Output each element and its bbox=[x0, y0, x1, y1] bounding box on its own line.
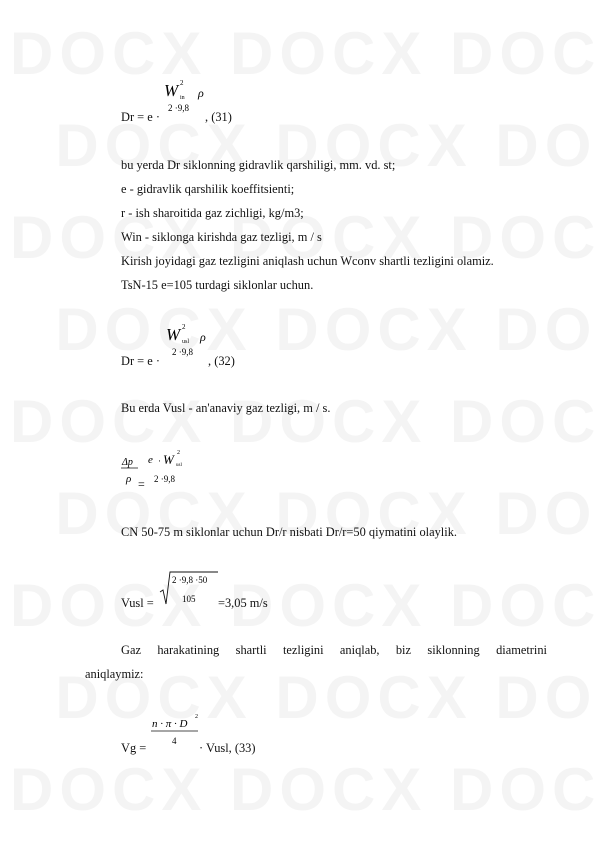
explain-line-3: r - ish sharoitida gaz zichligi, kg/m3; bbox=[121, 206, 304, 220]
ratio-rhs-w: W bbox=[163, 452, 174, 467]
eq32-den: 2 ·9,8 bbox=[172, 347, 193, 357]
eq33-tail: · Vusl, (33) bbox=[199, 741, 256, 755]
vusl-calc-lhs: Vusl = bbox=[121, 596, 154, 610]
ratio-eq-sign: = bbox=[138, 477, 145, 491]
explain-line-6: TsN-15 e=105 turdagi siklonlar uchun. bbox=[121, 278, 314, 292]
eq33-num: n · π · D bbox=[152, 718, 188, 730]
eq31-den: 2 ·9,8 bbox=[168, 103, 189, 113]
eq31-num-sup: 2 bbox=[180, 79, 184, 87]
explain-line-4: Win - siklonga kirishda gaz tezligi, m / s bbox=[121, 230, 322, 244]
eq32-num-w: W bbox=[166, 325, 181, 344]
eq31-num-sub: in bbox=[180, 95, 185, 101]
eq33-fraction bbox=[150, 712, 206, 748]
eq31-lhs: Dr = e · bbox=[121, 110, 160, 124]
ratio-rhs-sup: 2 bbox=[177, 450, 180, 456]
paragraph-line-2: aniqlaymiz: bbox=[85, 667, 144, 681]
explain-line-1: bu yerda Dr siklonning gidravlik qarshiligi, mm. vd. st; bbox=[121, 158, 396, 172]
eq31-tag: , (31) bbox=[205, 110, 232, 124]
vusl-calc-result: =3,05 m/s bbox=[218, 596, 268, 610]
ratio-rhs-den: 2 ·9,8 bbox=[154, 474, 175, 484]
ratio-lhs-den: ρ bbox=[126, 473, 132, 485]
eq32-num-sup: 2 bbox=[182, 323, 186, 331]
ratio-rhs-e: e bbox=[148, 454, 153, 466]
vusl-rad-num: 2 ·9,8 ·50 bbox=[172, 575, 208, 585]
eq32-tag: , (32) bbox=[208, 354, 235, 368]
vusl-definition: Bu erda Vusl - an'anaviy gaz tezligi, m / s. bbox=[121, 401, 331, 415]
explain-line-5: Kirish joyidagi gaz tezligini aniqlash uchun Wconv shartli tezligini olamiz. bbox=[121, 254, 494, 268]
vusl-rad-den: 105 bbox=[182, 594, 196, 604]
eq31-num-w: W bbox=[164, 81, 179, 100]
ratio-equation bbox=[118, 446, 198, 496]
paragraph-line-1: Gaz harakatining shartli tezligini aniqlab, biz siklonning diametrini bbox=[121, 643, 547, 657]
ratio-rhs-sub: usl bbox=[176, 463, 182, 468]
ratio-lhs-num: Δp bbox=[122, 457, 133, 468]
eq32-num-rho: ρ bbox=[200, 330, 206, 344]
svg-text:·: · bbox=[158, 456, 161, 466]
eq33-num-sup: 2 bbox=[195, 714, 198, 720]
eq33-den: 4 bbox=[172, 736, 177, 746]
cn-line: CN 50-75 m siklonlar uchun Dr/r nisbati Dr/r=50 qiymatini olaylik. bbox=[121, 525, 457, 539]
vusl-radical bbox=[158, 568, 220, 610]
explain-line-2: e - gidravlik qarshilik koeffitsienti; bbox=[121, 182, 295, 196]
eq32-lhs: Dr = e · bbox=[121, 354, 160, 368]
eq31-num-rho: ρ bbox=[198, 86, 204, 100]
eq32-num-sub: usl bbox=[182, 339, 190, 345]
eq33-lhs: Vg = bbox=[121, 741, 147, 755]
